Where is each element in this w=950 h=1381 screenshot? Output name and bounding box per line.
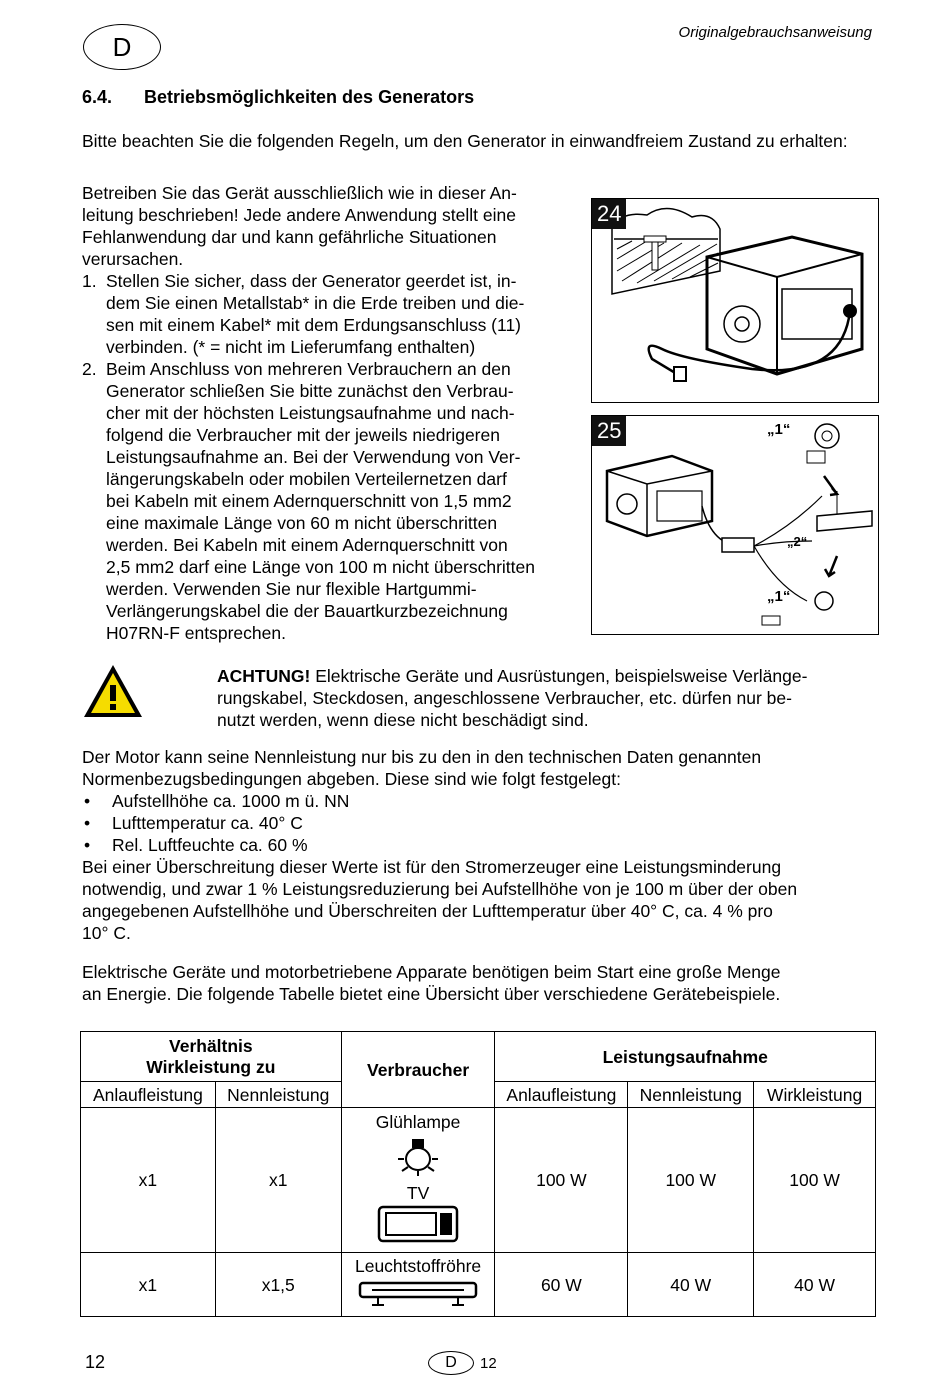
page-number-left: 12 bbox=[85, 1352, 106, 1372]
tv-icon bbox=[376, 1204, 460, 1244]
warning-text bbox=[217, 665, 877, 731]
condition-item: • Rel. Luftfeuchte ca. 60 % bbox=[82, 834, 882, 856]
list-line: dem Sie einen Metallstab* in die Erde treiben und die- bbox=[106, 293, 525, 313]
list-item bbox=[82, 358, 582, 644]
section-title: Betriebsmöglichkeiten des Generators bbox=[144, 87, 475, 107]
warning-triangle-icon bbox=[82, 663, 144, 719]
list-item bbox=[82, 270, 582, 358]
cell-nominal-ratio: x1,5 bbox=[215, 1253, 341, 1317]
lead-paragraph bbox=[82, 182, 582, 270]
list-line: 2,5 mm2 darf eine Länge von 100 m nicht überschritten bbox=[106, 557, 535, 577]
callout-1: „1“ bbox=[767, 421, 791, 438]
text-line: Elektrische Geräte und motorbetriebene Apparate benötigen beim Start eine große Menge bbox=[82, 962, 781, 982]
list-line: längerungskabeln oder mobilen Verteilernetzen darf bbox=[106, 469, 507, 489]
warning-line: nutzt werden, wenn diese nicht beschädigt sind. bbox=[217, 710, 589, 730]
consumer-name: Leuchtstoffröhre bbox=[354, 1256, 482, 1276]
intro-paragraph: Bitte beachten Sie die folgenden Regeln, um den Generator in einwandfreiem Zustand zu erhalten: bbox=[82, 131, 848, 151]
list-line: H07RN-F entsprechen. bbox=[106, 623, 286, 643]
figure-25 bbox=[591, 415, 879, 635]
figure-24 bbox=[591, 198, 879, 403]
condition-item: • Lufttemperatur ca. 40° C bbox=[82, 812, 882, 834]
page-number-center: 12 bbox=[480, 1355, 497, 1372]
table-header-row bbox=[81, 1032, 876, 1082]
list-line: Generator schließen Sie bitte zunächst den Verbrau- bbox=[106, 381, 514, 401]
generator-grounding-illustration-icon bbox=[592, 199, 877, 401]
footer-badge-label: D bbox=[445, 1354, 457, 1371]
figure-label: 25 bbox=[592, 416, 626, 446]
list-line: Beim Anschluss von mehreren Verbrauchern an den bbox=[106, 359, 511, 379]
figure-label: 24 bbox=[592, 199, 626, 229]
list-line: sen mit einem Kabel* mit dem Erdungsanschluss (11) bbox=[106, 315, 522, 335]
warning-line: Elektrische Geräte und Ausrüstungen, beispielsweise Verlänge- bbox=[310, 666, 808, 686]
generator-consumers-illustration-icon bbox=[592, 416, 877, 633]
language-badge-label: D bbox=[112, 32, 132, 62]
callout-2: „2“ bbox=[787, 534, 808, 549]
cell-start-ratio: x1 bbox=[81, 1253, 216, 1317]
power-table bbox=[80, 1031, 876, 1317]
header-power: Leistungsaufnahme bbox=[495, 1032, 876, 1082]
instruction-list bbox=[82, 270, 582, 644]
cell-start-ratio: x1 bbox=[81, 1108, 216, 1253]
list-line: werden. Verwenden Sie nur flexible Hartgummi- bbox=[106, 579, 477, 599]
section-number: 6.4. bbox=[82, 87, 113, 107]
cell-consumer bbox=[341, 1253, 495, 1317]
table-intro bbox=[82, 961, 882, 1005]
consumer-name: TV bbox=[406, 1183, 430, 1203]
light-bulb-icon bbox=[388, 1133, 448, 1177]
list-line: folgend die Verbraucher mit der jeweils niedrigeren bbox=[106, 425, 500, 445]
warning-line: rungskabel, Steckdosen, angeschlossene Verbraucher, etc. dürfen nur be- bbox=[217, 688, 792, 708]
left-column bbox=[82, 182, 582, 644]
header-ratio-line: Wirkleistung zu bbox=[146, 1056, 276, 1077]
list-line: Stellen Sie sicher, dass der Generator geerdet ist, in- bbox=[106, 271, 517, 291]
text-line: Bei einer Überschreitung dieser Werte ist für den Stromerzeuger eine Leistungsminderung bbox=[82, 857, 782, 877]
callout-3: „1“ bbox=[767, 588, 791, 605]
text-line: angegebenen Aufstellhöhe und Überschreiten der Lufttemperatur über 40° C, ca. 4 % pro bbox=[82, 901, 773, 921]
document-type: Originalgebrauchsanweisung bbox=[678, 24, 872, 41]
section-heading bbox=[82, 86, 474, 108]
text-line: an Energie. Die folgende Tabelle bietet eine Übersicht über verschiedene Gerätebeispiele. bbox=[82, 984, 781, 1004]
lead-line: Fehlanwendung dar und kann gefährliche Situationen bbox=[82, 227, 497, 247]
cell-nominal-power: 40 W bbox=[628, 1253, 754, 1317]
text-line: 10° C. bbox=[82, 923, 131, 943]
subheader-nominal: Nennleistung bbox=[215, 1082, 341, 1108]
list-line: Verlängerungskabel die der Bauartkurzbezeichnung bbox=[106, 601, 508, 621]
cell-consumer bbox=[341, 1108, 495, 1253]
text-line: notwendig, und zwar 1 % Leistungsreduzierung bei Aufstellhöhe von je 100 m über der oben bbox=[82, 879, 798, 899]
table-row bbox=[81, 1108, 876, 1253]
header-ratio-line: Verhältnis bbox=[169, 1035, 253, 1056]
list-line: werden. Bei Kabeln mit einem Adernquerschnitt von bbox=[106, 535, 508, 555]
footer-language-badge bbox=[428, 1351, 474, 1375]
list-line: eine maximale Länge von 60 m nicht überschritten bbox=[106, 513, 498, 533]
condition-item: • Aufstellhöhe ca. 1000 m ü. NN bbox=[82, 790, 882, 812]
header-ratio bbox=[81, 1032, 342, 1082]
lead-line: leitung beschrieben! Jede andere Anwendung stellt eine bbox=[82, 205, 516, 225]
consumer-name: Glühlampe bbox=[375, 1112, 461, 1132]
header-consumer: Verbraucher bbox=[341, 1032, 495, 1108]
language-badge bbox=[83, 24, 161, 70]
list-line: cher mit der höchsten Leistungsaufnahme und nach- bbox=[106, 403, 515, 423]
text-line: Der Motor kann seine Nennleistung nur bis zu den in den technischen Daten genannten bbox=[82, 747, 762, 767]
subheader-start: Anlaufleistung bbox=[81, 1082, 216, 1108]
list-line: verbinden. (* = nicht im Lieferumfang enthalten) bbox=[106, 337, 476, 357]
cell-active-power: 100 W bbox=[754, 1108, 876, 1253]
subheader-nominal-power: Nennleistung bbox=[628, 1082, 754, 1108]
text-line: Normenbezugsbedingungen abgeben. Diese sind wie folgt festgelegt: bbox=[82, 769, 621, 789]
list-line: bei Kabeln mit einem Adernquerschnitt von 1,5 mm2 bbox=[106, 491, 512, 511]
conditions-list bbox=[82, 790, 882, 856]
fluorescent-tube-icon bbox=[356, 1277, 480, 1309]
lead-line: Betreiben Sie das Gerät ausschließlich wie in dieser An- bbox=[82, 183, 517, 203]
cell-nominal-ratio: x1 bbox=[215, 1108, 341, 1253]
subheader-active-power: Wirkleistung bbox=[754, 1082, 876, 1108]
table-row bbox=[81, 1253, 876, 1317]
cell-active-power: 40 W bbox=[754, 1253, 876, 1317]
motor-paragraph bbox=[82, 746, 882, 944]
subheader-start-power: Anlaufleistung bbox=[495, 1082, 628, 1108]
cell-nominal-power: 100 W bbox=[628, 1108, 754, 1253]
cell-start-power: 100 W bbox=[495, 1108, 628, 1253]
warning-strong: ACHTUNG! bbox=[217, 666, 311, 686]
list-line: Leistungsaufnahme an. Bei der Verwendung von Ver- bbox=[106, 447, 521, 467]
lead-line: verursachen. bbox=[82, 249, 184, 269]
cell-start-power: 60 W bbox=[495, 1253, 628, 1317]
list-item-number: 2. bbox=[82, 359, 97, 379]
list-item-number: 1. bbox=[82, 271, 97, 291]
